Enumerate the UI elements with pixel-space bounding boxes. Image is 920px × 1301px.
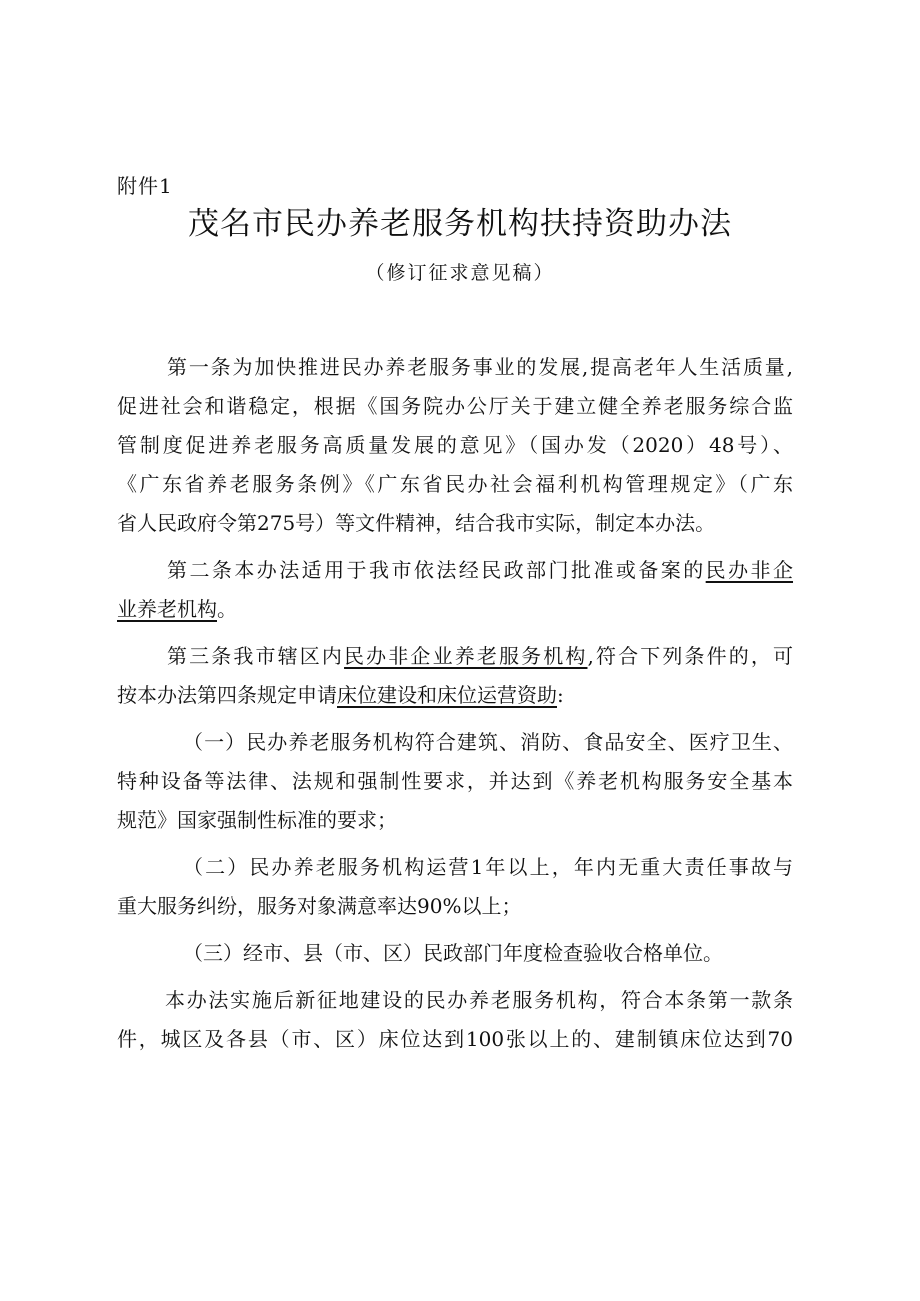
item-2-line-2: 重大服务纠纷，服务对象满意率达90%以上； <box>117 894 522 918</box>
article-3-underlined-subsidy: 床位建设和床位运营资助 <box>337 683 557 707</box>
article-3-text-2: 按本办法第四条规定申请 <box>117 683 337 707</box>
article-3-text-end: : <box>557 683 564 707</box>
article-2-line-2 <box>117 590 793 629</box>
document-title: 茂名市民办养老服务机构扶持资助办法 <box>188 206 732 242</box>
attachment-label: 附件1 <box>117 174 173 198</box>
paragraph-line-2: 件，城区及各县（市、区）床位达到100张以上的、建制镇床位达到70 <box>117 1027 793 1051</box>
article-2-line-1 <box>117 551 793 590</box>
article-3-line-1 <box>117 637 793 676</box>
item-1-line-2: 特种设备等法律、法规和强制性要求，并达到《养老机构服务安全基本 <box>117 769 793 793</box>
article-1-line-4: 《广东省养老服务条例》《广东省民办社会福利机构管理规定》（广东 <box>117 472 793 496</box>
article-3-text-cont: ,符合下列条件的，可 <box>587 644 794 668</box>
article-3-underlined-term: 民办非企业养老服务机构 <box>344 644 588 668</box>
article-3-text: 第三条我市辖区内 <box>167 644 345 668</box>
article-2-text: 第二条本办法适用于我市依法经民政部门批准或备案的 <box>167 558 706 582</box>
article-2 <box>117 551 793 629</box>
article-2-underlined-term: 民办非企 <box>705 558 794 582</box>
condition-item-1 <box>117 723 793 840</box>
item-3-line-1: （三）经市、县（市、区）民政部门年度检查验收合格单位。 <box>183 941 723 965</box>
paragraph-line-1: 本办法实施后新征地建设的民办养老服务机构，符合本条第一款条 <box>165 988 793 1012</box>
document-subtitle: （修订征求意见稿） <box>365 262 555 284</box>
article-1-line-3: 管制度促进养老服务高质量发展的意见》（国办发（2020）48号）、 <box>117 433 793 457</box>
article-2-underlined-term-cont: 业养老机构 <box>117 597 217 621</box>
item-1-line-1: （一）民办养老服务机构符合建筑、消防、食品安全、医疗卫生、 <box>183 730 793 754</box>
document-body <box>117 348 793 1059</box>
article-1 <box>117 348 793 543</box>
article-1-line-2: 促进社会和谐稳定，根据《国务院办公厅关于建立健全养老服务综合监 <box>117 394 793 418</box>
item-1-line-3: 规范》国家强制性标准的要求； <box>117 808 397 832</box>
article-1-line-1: 第一条为加快推进民办养老服务事业的发展,提高老年人生活质量, <box>167 355 793 379</box>
article-3 <box>117 637 793 715</box>
item-2-line-1: （二）民办养老服务机构运营1年以上，年内无重大责任事故与 <box>183 855 793 879</box>
paragraph-new-institutions <box>117 981 793 1059</box>
article-1-line-5: 省人民政府令第275号）等文件精神，结合我市实际，制定本办法。 <box>117 511 716 535</box>
article-3-line-2 <box>117 676 793 715</box>
condition-item-3 <box>117 934 793 973</box>
article-2-text-end: 。 <box>217 597 237 621</box>
condition-item-2 <box>117 848 793 926</box>
